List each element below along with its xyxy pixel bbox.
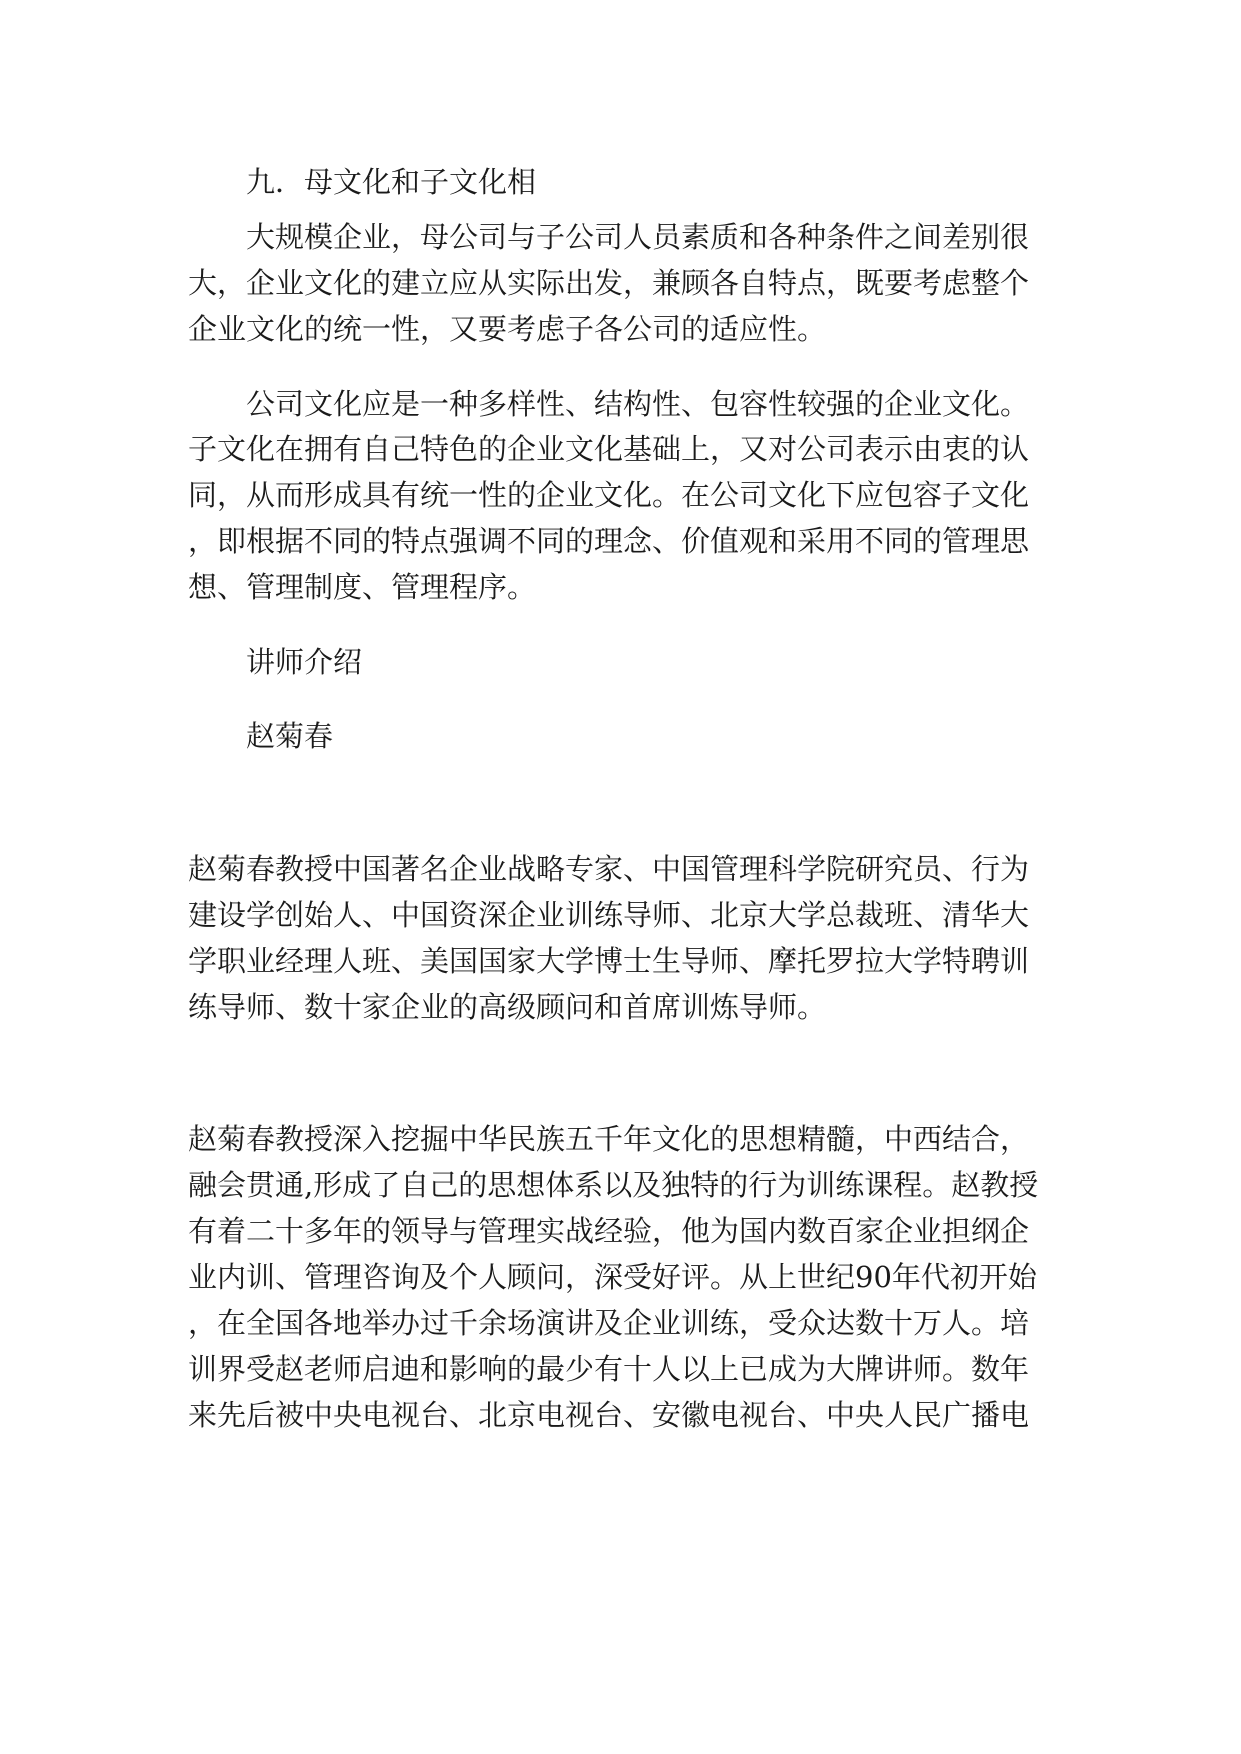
bio2-line-3: 有着二十多年的领导与管理实战经验，他为国内数百家企业担纲企	[188, 1214, 1030, 1248]
para1-line-3: 企业文化的统一性，又要考虑子各公司的适应性。	[188, 312, 827, 346]
bio2-line-2: 融会贯通,形成了自己的思想体系以及独特的行为训练课程。赵教授	[188, 1168, 1039, 1202]
para1-line-1: 大规模企业，母公司与子公司人员素质和各种条件之间差别很	[246, 220, 1030, 254]
bio2-line-6: 训界受赵老师启迪和影响的最少有十人以上已成为大牌讲师。数年	[188, 1352, 1030, 1386]
bio2-line-7: 来先后被中央电视台、北京电视台、安徽电视台、中央人民广播电	[188, 1398, 1030, 1432]
para2-line-3: 同，从而形成具有统一性的企业文化。在公司文化下应包容子文化	[188, 478, 1030, 512]
bio1-line-3: 学职业经理人班、美国国家大学博士生导师、摩托罗拉大学特聘训	[188, 944, 1030, 978]
section-heading: 九．母文化和子文化相	[246, 165, 537, 199]
lecturer-heading: 讲师介绍	[246, 645, 363, 679]
para2-line-2: 子文化在拥有自己特色的企业文化基础上，又对公司表示由衷的认	[188, 432, 1030, 466]
para2-line-1: 公司文化应是一种多样性、结构性、包容性较强的企业文化。	[246, 387, 1030, 421]
para2-line-5: 想、管理制度、管理程序。	[188, 570, 537, 604]
bio2-line-4: 业内训、管理咨询及个人顾问，深受好评。从上世纪90年代初开始	[188, 1260, 1037, 1294]
bio2-line-1: 赵菊春教授深入挖掘中华民族五千年文化的思想精髓，中西结合，	[188, 1122, 1030, 1156]
bio1-line-1: 赵菊春教授中国著名企业战略专家、中国管理科学院研究员、行为	[188, 852, 1030, 886]
bio1-line-4: 练导师、数十家企业的高级顾问和首席训炼导师。	[188, 990, 827, 1024]
lecturer-name: 赵菊春	[246, 719, 334, 753]
bio1-line-2: 建设学创始人、中国资深企业训练导师、北京大学总裁班、清华大	[188, 898, 1030, 932]
para2-line-4: ，即根据不同的特点强调不同的理念、价值观和采用不同的管理思	[188, 524, 1030, 558]
para1-line-2: 大，企业文化的建立应从实际出发，兼顾各自特点，既要考虑整个	[188, 266, 1030, 300]
bio2-line-5: ，在全国各地举办过千余场演讲及企业训练，受众达数十万人。培	[188, 1306, 1030, 1340]
